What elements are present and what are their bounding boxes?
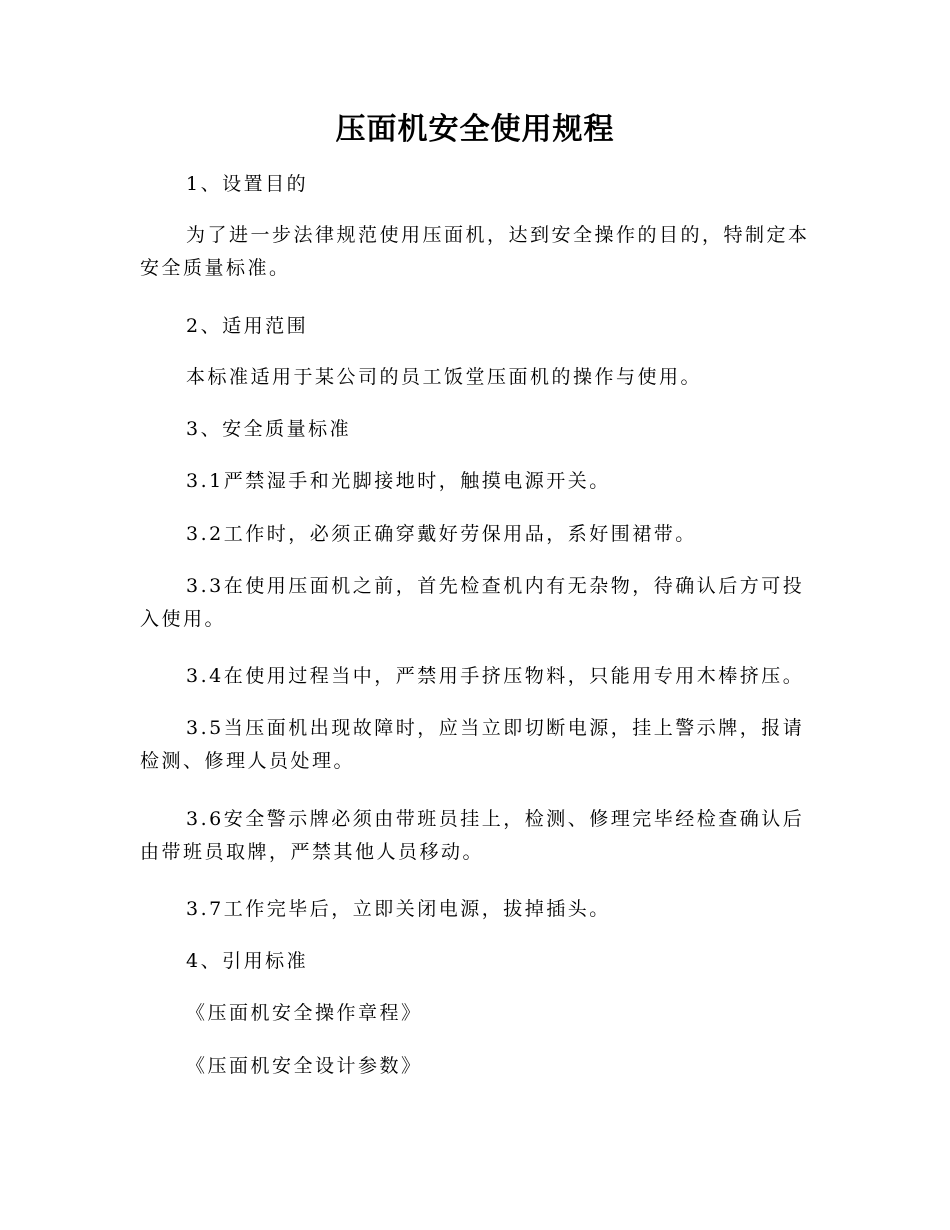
section-heading-scope: 2、适用范围 (186, 315, 309, 337)
list-item-3-7: 3.7工作完毕后，立即关闭电源，拔掉插头。 (186, 898, 611, 920)
list-item-3-5: 3.5当压面机出现故障时，应当立即切断电源，挂上警示牌，报请检测、修理人员处理。 (140, 717, 805, 772)
list-item-3-2: 3.2工作时，必须正确穿戴好劳保用品，系好围裙带。 (186, 523, 697, 545)
reference-item-2: 《压面机安全设计参数》 (186, 1055, 423, 1077)
section-heading-references: 4、引用标准 (186, 950, 309, 972)
reference-item-1: 《压面机安全操作章程》 (186, 1002, 423, 1024)
paragraph-purpose: 为了进一步法律规范使用压面机，达到安全操作的目的，特制定本安全质量标准。 (140, 224, 810, 279)
paragraph-scope: 本标准适用于某公司的员工饭堂压面机的操作与使用。 (186, 366, 703, 388)
list-item-3-6: 3.6安全警示牌必须由带班员挂上，检测、修理完毕经检查确认后由带班员取牌，严禁其他人员移动。 (140, 808, 805, 863)
list-item-3-4: 3.4在使用过程当中，严禁用手挤压物料，只能用专用木棒挤压。 (186, 665, 805, 687)
list-item-3-3: 3.3在使用压面机之前，首先检查机内有无杂物，待确认后方可投入使用。 (140, 575, 805, 630)
section-heading-purpose: 1、设置目的 (186, 173, 309, 195)
document-title: 压面机安全使用规程 (335, 112, 615, 147)
list-item-3-1: 3.1严禁湿手和光脚接地时，触摸电源开关。 (186, 470, 611, 492)
section-heading-standards: 3、安全质量标准 (186, 418, 352, 440)
